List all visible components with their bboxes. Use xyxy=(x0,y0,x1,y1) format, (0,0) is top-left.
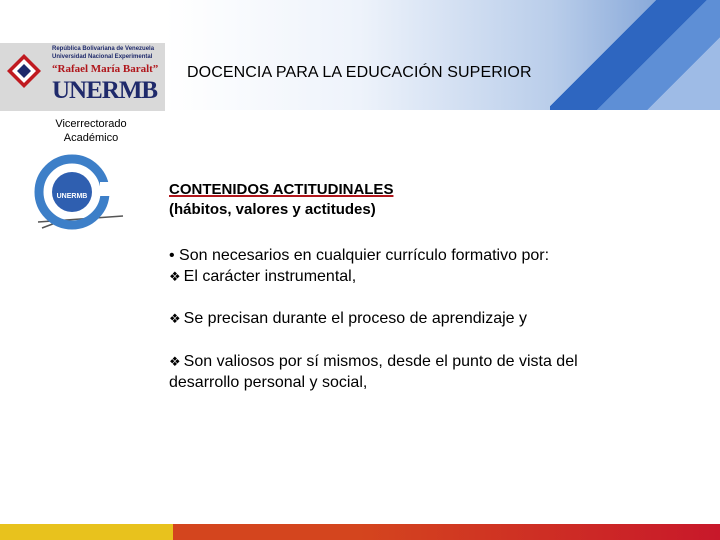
logo-line-university: Universidad Nacional Experimental xyxy=(52,54,153,60)
university-emblem-icon xyxy=(6,53,42,89)
diamond-bullet-icon: ❖ xyxy=(169,269,181,284)
vicerrectorado-line1: Vicerrectorado xyxy=(55,118,127,130)
vicerrectorado-label xyxy=(20,117,162,145)
list-item-text: El carácter instrumental, xyxy=(183,268,357,285)
bullet-intro: • Son necesarios en cualquier currículo formativo por: xyxy=(169,247,550,264)
logo-line-republic: República Bolivariana de Venezuela xyxy=(52,46,155,52)
section-title-line2: (hábitos, valores y actitudes) xyxy=(169,201,376,218)
university-logo xyxy=(0,43,165,111)
page-title: DOCENCIA PARA LA EDUCACIÓN SUPERIOR xyxy=(187,64,532,81)
vicerrectorado-line2: Académico xyxy=(63,132,119,144)
logo-wordmark: UNERMB xyxy=(52,77,158,104)
diamond-bullet-icon: ❖ xyxy=(169,311,181,326)
footer-color-bar xyxy=(0,524,720,540)
list-item xyxy=(169,266,669,287)
list-item xyxy=(169,308,669,329)
vicerrectorado-seal-icon xyxy=(28,152,128,238)
list-item-text: Se precisan durante el proceso de aprendizaje y xyxy=(183,310,527,327)
diamond-bullet-icon: ❖ xyxy=(169,354,181,369)
list-item-text: Son valiosos por sí mismos, desde el punto de vista del desarrollo personal y social, xyxy=(169,353,578,391)
section-title-line1: CONTENIDOS ACTITUDINALES xyxy=(169,181,394,198)
header-band xyxy=(165,0,720,110)
section-title xyxy=(169,180,669,220)
logo-line-name: “Rafael María Baralt” xyxy=(52,63,159,75)
header-stripe-decoration xyxy=(550,0,720,110)
seal-text: UNERMB xyxy=(56,193,88,200)
list-item xyxy=(169,351,649,393)
bullet-block xyxy=(169,245,669,287)
